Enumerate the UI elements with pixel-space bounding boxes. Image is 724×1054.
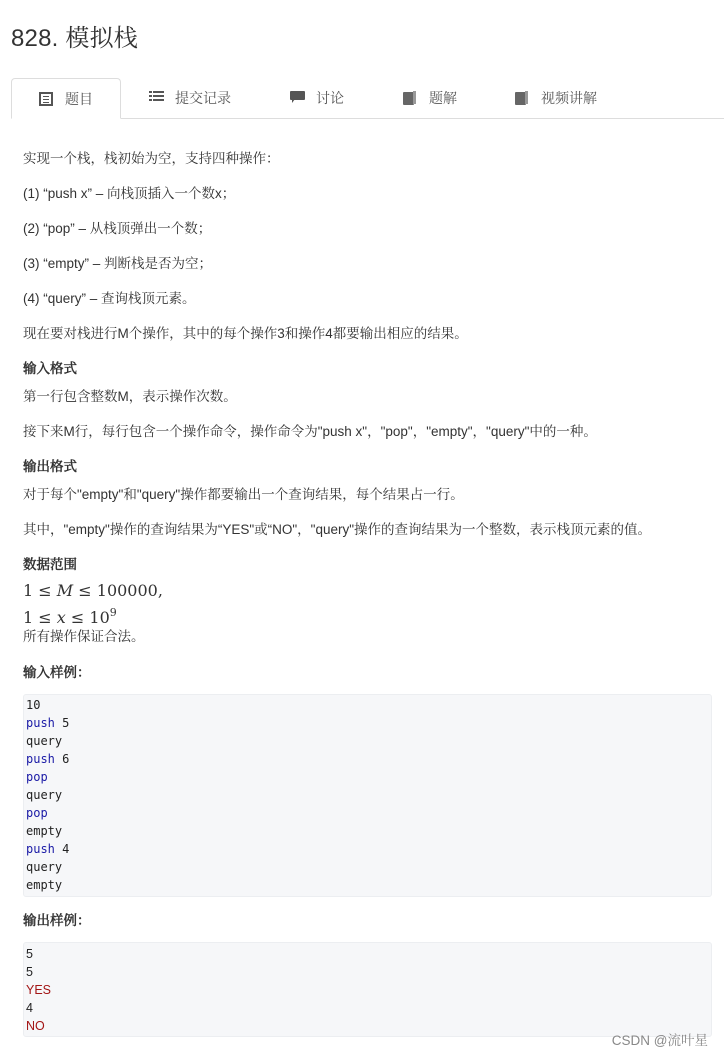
code-line: query	[26, 734, 63, 748]
tab-label: 题解	[429, 90, 457, 106]
op-query: (4) “query” – 查询栈顶元素。	[23, 291, 196, 306]
tab-bar	[11, 78, 724, 119]
tab-problem[interactable]	[11, 78, 121, 119]
validity-note: 所有操作保证合法。	[23, 629, 145, 644]
book-icon	[515, 91, 529, 105]
output-line: NO	[26, 1019, 45, 1033]
output-line: 4	[26, 1001, 33, 1015]
code-line: query	[26, 788, 63, 802]
output-format-line: 其中，"empty"操作的查询结果为“YES"或“NO"，"query"操作的查询结果为一个整数，表示栈顶元素的值。	[23, 522, 652, 537]
tab-label: 提交记录	[175, 90, 231, 106]
input-format-heading: 输入格式	[23, 361, 77, 376]
document-icon	[39, 92, 53, 106]
comment-icon	[290, 91, 304, 105]
page-title: 828. 模拟栈	[11, 25, 138, 52]
tab-label: 视频讲解	[541, 90, 597, 106]
task-text: 现在要对栈进行M个操作，其中的每个操作3和操作4都要输出相应的结果。	[23, 326, 468, 341]
op-empty: (3) “empty” – 判断栈是否为空；	[23, 256, 213, 271]
m-constraint: 1 ≤ M ≤ 100000,	[23, 581, 163, 600]
watermark: CSDN @流叶星	[611, 1033, 708, 1048]
op-push: (1) “push x” – 向栈顶插入一个数x；	[23, 186, 236, 201]
code-line: query	[26, 860, 63, 874]
sample-output-heading: 输出样例：	[23, 913, 91, 928]
input-format-line: 第一行包含整数M，表示操作次数。	[23, 389, 237, 404]
op-pop: (2) “pop” – 从栈顶弹出一个数；	[23, 221, 212, 236]
sample-input-heading: 输入样例：	[23, 665, 91, 680]
tab-solutions[interactable]	[403, 78, 457, 118]
code-line: empty	[26, 878, 63, 892]
output-line: YES	[26, 983, 52, 997]
tab-label: 题目	[65, 90, 93, 107]
code-line: empty	[26, 824, 63, 838]
tab-submissions[interactable]	[149, 78, 231, 118]
code-line: pop	[26, 770, 48, 784]
output-line: 5	[26, 947, 33, 961]
x-constraint: $1 \le x \le 10^9$	[23, 606, 117, 627]
sample-output-code[interactable]	[23, 942, 712, 1037]
sample-input-code[interactable]	[23, 694, 712, 897]
tab-video[interactable]	[515, 78, 597, 118]
output-format-heading: 输出格式	[23, 459, 77, 474]
code-line: push 5	[26, 716, 70, 730]
intro-text: 实现一个栈，栈初始为空，支持四种操作：	[23, 151, 280, 166]
code-line: pop	[26, 806, 48, 820]
list-icon	[149, 91, 163, 105]
code-line: 10	[26, 698, 41, 712]
output-format-line: 对于每个"empty"和"query"操作都要输出一个查询结果，每个结果占一行。	[23, 487, 464, 502]
output-line: 5	[26, 965, 33, 979]
code-line: push 6	[26, 752, 70, 766]
code-line: push 4	[26, 842, 70, 856]
input-format-line: 接下来M行，每行包含一个操作命令，操作命令为"push x"，"pop"，"empty"，"query"中的一种。	[23, 424, 597, 439]
book-icon	[403, 91, 417, 105]
data-range-heading: 数据范围	[23, 557, 77, 572]
tab-discussion[interactable]	[290, 78, 344, 118]
tab-label: 讨论	[316, 90, 344, 106]
